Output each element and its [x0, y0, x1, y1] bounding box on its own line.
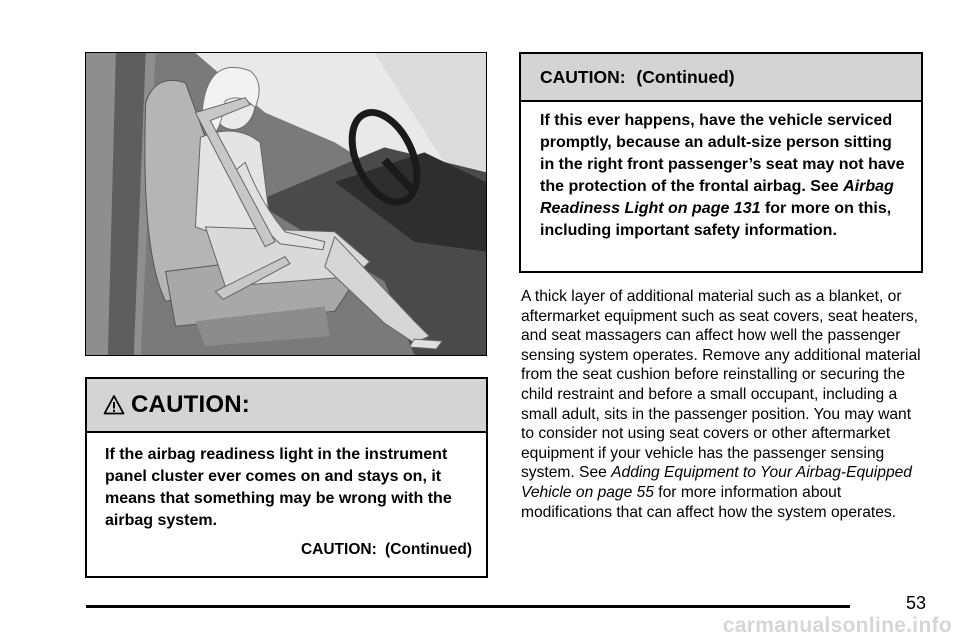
caution-header	[87, 379, 486, 433]
watermark: carmanualsonline.info	[722, 614, 952, 637]
car-interior-illustration	[85, 52, 487, 356]
page-number: 53	[905, 593, 926, 613]
body-paragraph-text-1: A thick layer of additional material such as a blanket, or aftermarket equipment such as seat covers, seat heaters, and seat massagers can affect how well the passenger sensing system operates. Remove any additional material from the seat cushion before reinstalling or securing the child restraint and before a small occupant, including a small adult, sits in the passenger position. You may want to consider not using seat covers or other aftermarket equipment if your vehicle has the passenger sensing system. See	[521, 288, 921, 482]
car-interior-passenger-icon	[86, 53, 486, 355]
cross-reference-adding-equipment[interactable]: Adding Equipment to Your Airbag-Equipped Vehicle on page 55	[521, 464, 912, 501]
caution-continued-box	[519, 52, 923, 273]
caution-continued-text-2: for more on this, including important safety information.	[540, 200, 892, 239]
caution-box	[85, 377, 488, 578]
caution-title: CAUTION:	[131, 391, 250, 418]
caution-continued-header: CAUTION: (Continued)	[521, 54, 921, 102]
warning-triangle-icon	[103, 394, 125, 416]
caution-continued-body	[521, 102, 921, 242]
cross-reference-airbag-readiness-light[interactable]: Airbag Readiness Light on page 131	[540, 178, 894, 217]
body-paragraph-text-2: for more information about modifications that can affect how the system operates.	[521, 483, 897, 521]
caution-text: If the airbag readiness light in the instrument panel cluster ever comes on and stays on, it means that something may be wrong with the airbag system.	[105, 446, 452, 529]
body-paragraph	[521, 287, 921, 522]
caution-body	[87, 433, 486, 561]
caution-continued-label: CAUTION: (Continued)	[300, 541, 472, 558]
caution-continued-text-1: If this ever happens, have the vehicle serviced promptly, because an adult-size person sitting in the right front passenger’s seat may not have the protection of the frontal airbag. See	[540, 112, 905, 195]
footer-rule	[86, 605, 850, 608]
